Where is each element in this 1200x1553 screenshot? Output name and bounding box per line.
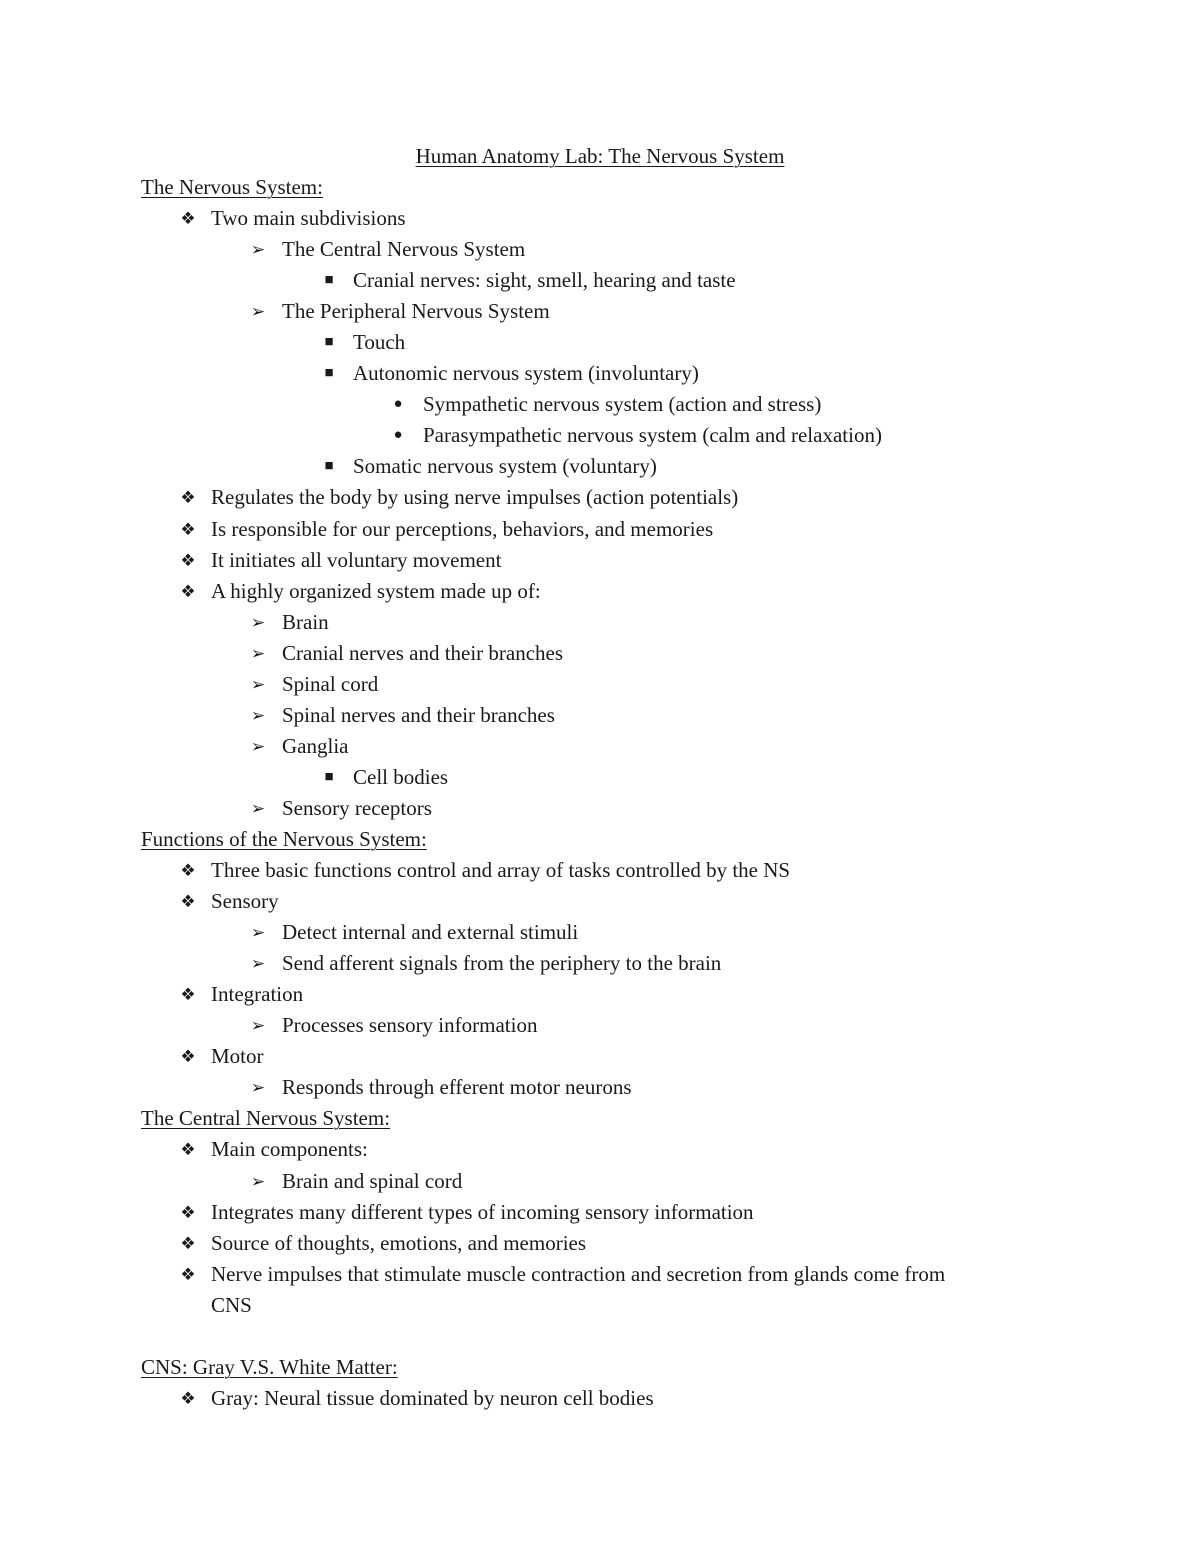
list-item	[0, 1197, 1200, 1228]
section-heading-row	[0, 172, 1200, 203]
list-item	[0, 1259, 1200, 1290]
list-item	[0, 451, 1200, 482]
list-item-text: Motor	[211, 1044, 264, 1069]
list-item-text: Parasympathetic nervous system (calm and relaxation)	[423, 423, 882, 448]
bullet-l1-icon: ➢	[250, 954, 266, 974]
list-item-text: Detect internal and external stimuli	[282, 920, 579, 945]
bullet-l0-icon: ❖	[180, 550, 196, 570]
list-item-text: Responds through efferent motor neurons	[282, 1075, 632, 1100]
bullet-l1-icon: ➢	[250, 736, 266, 756]
section-heading-row	[0, 824, 1200, 855]
list-item-text: It initiates all voluntary movement	[211, 547, 502, 572]
list-item	[0, 948, 1200, 979]
bullet-l2-icon: ■	[324, 365, 334, 382]
section-heading-row	[0, 1352, 1200, 1383]
list-item-text: Cell bodies	[353, 764, 449, 789]
document-title: Human Anatomy Lab: The Nervous System	[415, 144, 785, 168]
list-item-text: The Peripheral Nervous System	[282, 299, 550, 324]
list-item	[0, 1166, 1200, 1197]
list-item-text: Sensory	[211, 889, 279, 914]
list-item-text: Brain	[282, 609, 329, 634]
bullet-l1-icon: ➢	[250, 705, 266, 725]
bullet-l1-icon: ➢	[250, 674, 266, 694]
bullet-l1-icon: ➢	[250, 240, 266, 260]
list-item	[0, 638, 1200, 669]
list-item-text: Processes sensory information	[282, 1013, 538, 1038]
list-item-text: Main components:	[211, 1137, 368, 1162]
bullet-l0-icon: ❖	[180, 1140, 196, 1160]
bullet-l1-icon: ➢	[250, 1171, 266, 1191]
list-item-text: Integration	[211, 982, 304, 1007]
list-item-text: Nerve impulses that stimulate muscle contraction and secretion from glands come from	[211, 1261, 946, 1286]
list-item-text: A highly organized system made up of:	[211, 578, 541, 603]
list-item-text: Sensory receptors	[282, 795, 432, 820]
list-item-text: Somatic nervous system (voluntary)	[353, 454, 657, 479]
list-item	[0, 1228, 1200, 1259]
list-item-text: Is responsible for our perceptions, behaviors, and memories	[211, 516, 714, 541]
bullet-l0-icon: ❖	[180, 892, 196, 912]
section-heading: CNS: Gray V.S. White Matter:	[141, 1354, 398, 1379]
bullet-l0-icon: ❖	[180, 985, 196, 1005]
list-item	[0, 1041, 1200, 1072]
bullet-l2-icon: ■	[324, 768, 334, 785]
list-item-text: Two main subdivisions	[211, 206, 406, 231]
blank-line	[0, 1321, 1200, 1352]
list-item	[0, 420, 1200, 451]
bullet-l0-icon: ❖	[180, 209, 196, 229]
list-item	[0, 576, 1200, 607]
list-item	[0, 793, 1200, 824]
bullet-l2-icon: ■	[324, 458, 334, 475]
list-item	[0, 917, 1200, 948]
list-item	[0, 1134, 1200, 1165]
list-item	[0, 762, 1200, 793]
list-item	[0, 886, 1200, 917]
bullet-l0-icon: ❖	[180, 1202, 196, 1222]
list-item	[0, 327, 1200, 358]
list-item-text: Source of thoughts, emotions, and memories	[211, 1230, 587, 1255]
bullet-l0-icon: ❖	[180, 1047, 196, 1067]
list-item	[0, 731, 1200, 762]
list-item	[0, 296, 1200, 327]
list-item	[0, 979, 1200, 1010]
list-item	[0, 855, 1200, 886]
list-item-text: The Central Nervous System	[282, 237, 526, 262]
list-item	[0, 545, 1200, 576]
list-item	[0, 234, 1200, 265]
list-item	[0, 700, 1200, 731]
bullet-l0-icon: ❖	[180, 1233, 196, 1253]
bullet-l0-icon: ❖	[180, 861, 196, 881]
list-item	[0, 514, 1200, 545]
list-item-text: Regulates the body by using nerve impulses (action potentials)	[211, 485, 739, 510]
list-item	[0, 482, 1200, 513]
list-item	[0, 1010, 1200, 1041]
bullet-l0-icon: ❖	[180, 581, 196, 601]
section-heading: Functions of the Nervous System:	[141, 826, 427, 851]
bullet-l0-icon: ❖	[180, 1388, 196, 1408]
list-item	[0, 265, 1200, 296]
bullet-l0-icon: ❖	[180, 519, 196, 539]
bullet-l1-icon: ➢	[250, 798, 266, 818]
section-heading-row	[0, 1103, 1200, 1134]
list-item-text: Integrates many different types of incoming sensory information	[211, 1199, 754, 1224]
bullet-l1-icon: ➢	[250, 612, 266, 632]
list-item	[0, 358, 1200, 389]
list-item	[0, 389, 1200, 420]
bullet-l0-icon: ❖	[180, 1264, 196, 1284]
list-item-text: Three basic functions control and array of tasks controlled by the NS	[211, 858, 791, 883]
list-item-text: Gray: Neural tissue dominated by neuron cell bodies	[211, 1385, 654, 1410]
list-item-text: Cranial nerves: sight, smell, hearing and taste	[353, 268, 736, 293]
bullet-l2-icon: ■	[324, 334, 334, 351]
list-item-text: Brain and spinal cord	[282, 1168, 463, 1193]
bullet-l0-icon: ❖	[180, 488, 196, 508]
list-item	[0, 203, 1200, 234]
list-item	[0, 607, 1200, 638]
section-heading: The Central Nervous System:	[141, 1106, 391, 1131]
list-item	[0, 1072, 1200, 1103]
list-item-text: CNS	[211, 1292, 252, 1317]
bullet-l1-icon: ➢	[250, 643, 266, 663]
section-heading: The Nervous System:	[141, 175, 323, 199]
document-body	[0, 172, 1200, 1414]
bullet-l1-icon: ➢	[250, 923, 266, 943]
bullet-l3-icon: ●	[393, 396, 403, 413]
bullet-l1-icon: ➢	[250, 1016, 266, 1036]
list-item-text: Spinal nerves and their branches	[282, 702, 555, 727]
list-item-text: Ganglia	[282, 733, 349, 758]
list-item-text: Sympathetic nervous system (action and stress)	[423, 392, 822, 417]
bullet-l1-icon: ➢	[250, 1078, 266, 1098]
list-item-text: Touch	[353, 330, 406, 355]
list-item-text: Cranial nerves and their branches	[282, 640, 564, 665]
list-item	[0, 1383, 1200, 1414]
list-item-text: Autonomic nervous system (involuntary)	[353, 361, 699, 386]
list-item-text: Send afferent signals from the periphery to the brain	[282, 951, 722, 976]
list-item-text: Spinal cord	[282, 671, 379, 696]
list-item-continuation	[0, 1290, 1200, 1321]
bullet-l3-icon: ●	[393, 427, 403, 444]
bullet-l1-icon: ➢	[250, 302, 266, 322]
list-item	[0, 669, 1200, 700]
bullet-l2-icon: ■	[324, 272, 334, 289]
